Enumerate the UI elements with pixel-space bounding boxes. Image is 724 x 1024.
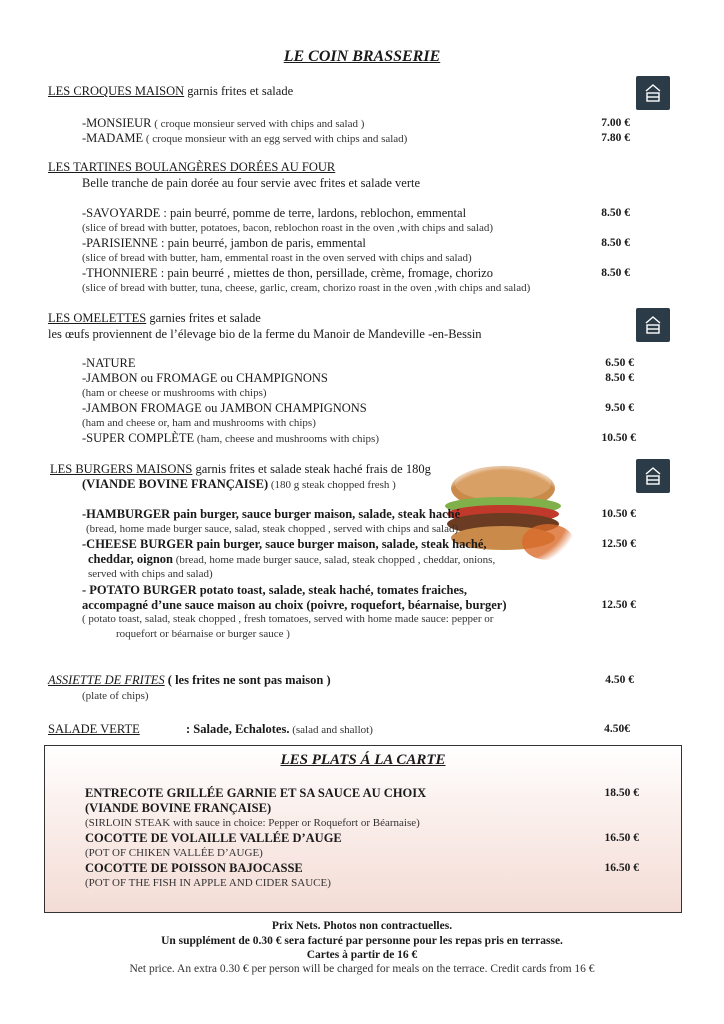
menu-item-desc: (ham or cheese or mushrooms with chips) (82, 387, 267, 399)
salade-desc-line (186, 722, 373, 737)
menu-item (82, 131, 407, 146)
carte-item-desc: (SIRLOIN STEAK with sauce in choice: Pepper or Roquefort or Béarnaise) (85, 817, 420, 829)
menu-item-name-cont-bold: cheddar, oignon (88, 552, 173, 566)
carte-item-desc: (POT OF CHIKEN VALLÉE D’AUGE) (85, 847, 263, 859)
menu-item-desc: served with chips and salad) (88, 568, 213, 580)
menu-item-name: -MADAME (82, 131, 144, 145)
carte-item-price: 18.50 € (604, 787, 639, 799)
menu-item-desc: (ham and cheese or, ham and mushrooms with chips) (82, 417, 316, 429)
home-building-icon (636, 76, 670, 110)
home-building-icon (636, 308, 670, 342)
footer-line-3: Cartes à partir de 16 € (306, 949, 418, 961)
menu-item-desc: (ham, cheese and mushrooms with chips) (194, 433, 379, 445)
tartines-heading: LES TARTINES BOULANGÈRES DORÉES AU FOUR (48, 160, 336, 174)
croques-heading-line (48, 84, 293, 99)
burgers-subtitle-bold: (VIANDE BOVINE FRANÇAISE) (82, 477, 269, 491)
frites-note: ( les frites ne sont pas maison ) (164, 673, 331, 687)
salade-desc: : Salade, Echalotes. (186, 722, 290, 736)
frites-heading-line (48, 673, 331, 688)
menu-item-price: 8.50 € (605, 372, 634, 384)
menu-item-price: 7.00 € (601, 117, 630, 129)
menu-item-price: 7.80 € (601, 132, 630, 144)
menu-item-name: - POTATO BURGER potato toast, salade, steak haché, tomates fraiches, (82, 583, 468, 597)
menu-item-name-cont: accompagné d’une sauce maison au choix (poivre, roquefort, béarnaise, burger) (82, 598, 507, 612)
menu-item-desc: (slice of bread with butter, tuna, cheese, garlic, cream, chorizo roast in the oven ,with chips and salad) (82, 282, 531, 294)
menu-item-price: 6.50 € (605, 357, 634, 369)
menu-item-desc: ( croque monsieur with an egg served with chips and salad) (143, 133, 408, 145)
omelettes-heading-suffix: garnies frites et salade (146, 311, 261, 325)
carte-item-price: 16.50 € (604, 862, 639, 874)
carte-box (44, 745, 682, 913)
menu-item-price: 12.50 € (601, 599, 636, 611)
croques-heading: LES CROQUES MAISON (48, 84, 185, 98)
omelettes-heading-line (48, 311, 261, 326)
menu-item-price: 12.50 € (601, 538, 636, 550)
menu-item-desc: (bread, home made burger sauce, salad, steak chopped , served with chips and salad) (86, 523, 459, 535)
burgers-subtitle (82, 477, 396, 492)
omelettes-heading: LES OMELETTES (48, 311, 147, 325)
home-building-icon (636, 459, 670, 493)
carte-item-desc: (POT OF THE FISH IN APPLE AND CIDER SAUCE) (85, 877, 331, 889)
carte-item-price: 16.50 € (604, 832, 639, 844)
menu-item-price: 10.50 € (601, 508, 636, 520)
carte-item-name: COCOTTE DE VOLAILLE VALLÉE D’AUGE (85, 831, 342, 845)
menu-item-price: 8.50 € (601, 267, 630, 279)
menu-item-name: -MONSIEUR (82, 116, 152, 130)
menu-item-name-cont (88, 552, 495, 567)
menu-item-desc: roquefort or béarnaise or burger sauce ) (116, 628, 290, 640)
salade-desc-en: (salad and shallot) (289, 724, 373, 736)
menu-item-name: -SUPER COMPLÈTE (82, 431, 195, 445)
menu-item-desc: ( potato toast, salad, steak chopped , fresh tomatoes, served with home made sauce: pepper or (82, 613, 494, 625)
menu-item-price: 8.50 € (601, 237, 630, 249)
menu-item-desc: (bread, home made burger sauce, salad, steak chopped , cheddar, onions, (172, 554, 496, 566)
burgers-heading-suffix: garnis frites et salade steak haché frais de 180g (192, 462, 431, 476)
menu-item-name: -CHEESE BURGER pain burger, sauce burger maison, salade, steak haché, (82, 537, 487, 551)
menu-item-price: 4.50€ (604, 723, 630, 735)
menu-item-name: -PARISIENNE : pain beurré, jambon de paris, emmental (82, 236, 366, 250)
frites-heading: ASSIETTE DE FRITES (48, 673, 165, 687)
menu-item-name: -JAMBON ou FROMAGE ou CHAMPIGNONS (82, 371, 328, 385)
carte-item-name: COCOTTE DE POISSON BAJOCASSE (85, 861, 303, 875)
burgers-heading: LES BURGERS MAISONS (50, 462, 193, 476)
carte-item-name-cont: (VIANDE BOVINE FRANÇAISE) (85, 801, 272, 815)
tartines-subtitle: Belle tranche de pain dorée au four servie avec frites et salade verte (82, 176, 421, 190)
menu-item-name: -NATURE (82, 356, 136, 370)
menu-item-desc: (slice of bread with butter, potatoes, bacon, reblochon roast in the oven ,with chips and salad) (82, 222, 494, 234)
menu-item-price: 8.50 € (601, 207, 630, 219)
menu-item-price: 9.50 € (605, 402, 634, 414)
page-title: LE COIN BRASSERIE (283, 48, 441, 65)
burgers-heading-line (50, 462, 431, 477)
menu-item (82, 431, 379, 446)
footer-line-1: Prix Nets. Photos non contractuelles. (271, 920, 453, 932)
menu-item-desc: (slice of bread with butter, ham, emmental roast in the oven served with chips and salad) (82, 252, 472, 264)
footer-line-2: Un supplément de 0.30 € sera facturé par personne pour les repas pris en terrasse. (161, 935, 563, 947)
burgers-subtitle-rest: (180 g steak chopped fresh ) (268, 479, 396, 491)
carte-title: LES PLATS Á LA CARTE (280, 752, 446, 768)
menu-item (82, 116, 364, 131)
menu-item-desc: ( croque monsieur served with chips and salad ) (151, 118, 365, 130)
menu-item-name: -SAVOYARDE : pain beurré, pomme de terre, lardons, reblochon, emmental (82, 206, 467, 220)
croques-heading-suffix: garnis frites et salade (184, 84, 294, 98)
frites-desc: (plate of chips) (82, 690, 149, 702)
menu-item-price: 10.50 € (601, 432, 636, 444)
carte-item-name: ENTRECOTE GRILLÉE GARNIE ET SA SAUCE AU CHOIX (85, 786, 427, 800)
menu-item-price: 4.50 € (605, 674, 634, 686)
menu-item-name: -HAMBURGER pain burger, sauce burger maison, salade, steak haché (82, 507, 461, 521)
salade-heading: SALADE VERTE (48, 722, 140, 736)
footer-line-4: Net price. An extra 0.30 € per person will be charged for meals on the terrace. Credit cards from 16 € (129, 963, 595, 975)
menu-item-name: -THONNIERE : pain beurré , miettes de thon, persillade, crème, fromage, chorizo (82, 266, 493, 280)
menu-item-name: -JAMBON FROMAGE ou JAMBON CHAMPIGNONS (82, 401, 367, 415)
omelettes-subtitle: les œufs proviennent de l’élevage bio de la ferme du Manoir de Mandeville -en-Bessin (48, 327, 482, 341)
